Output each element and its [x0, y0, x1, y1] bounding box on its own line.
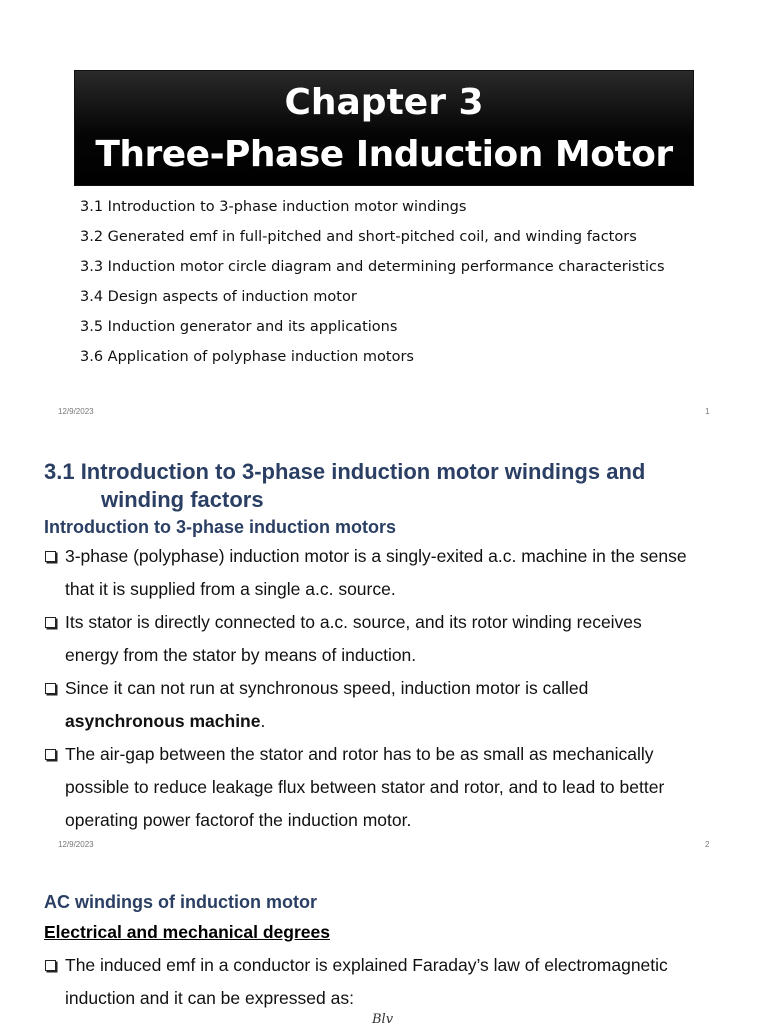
checkbox-bullet-icon [45, 960, 56, 971]
section-heading [44, 458, 734, 514]
slide2-footer-page: 2 [705, 840, 710, 849]
slide1-footer-date: 12/9/2023 [58, 407, 94, 416]
toc-item: 3.2 Generated emf in full-pitched and short-pitched coil, and winding factors [80, 229, 637, 245]
list-item: Its stator is directly connected to a.c. source, and its rotor winding receives energy from the stator by means of induction. [44, 606, 734, 672]
section-heading-line2: winding factors [101, 487, 264, 512]
bullet-list [44, 540, 734, 837]
bold-term: asynchronous machine [65, 711, 261, 731]
toc-item: 3.4 Design aspects of induction motor [80, 289, 357, 305]
chapter-title: Chapter 3 [284, 82, 484, 123]
toc-item: 3.5 Induction generator and its applications [80, 319, 398, 335]
checkbox-bullet-icon [45, 551, 56, 562]
section-heading-line1: 3.1 Introduction to 3-phase induction motor windings and [44, 459, 646, 484]
chapter-title-banner [74, 70, 694, 186]
checkbox-bullet-icon [45, 617, 56, 628]
checkbox-bullet-icon [45, 749, 56, 760]
bullet-list-slide3 [44, 949, 734, 1015]
subheading: Introduction to 3-phase induction motors [44, 517, 396, 537]
list-item: Since it can not run at synchronous speed, induction motor is called asynchronous machine. [44, 672, 734, 738]
slide2-footer-date: 12/9/2023 [58, 840, 94, 849]
ac-windings-heading: AC windings of induction motor [44, 892, 317, 912]
formula-fragment: Blv [372, 1012, 394, 1024]
chapter-subtitle: Three-Phase Induction Motor [95, 134, 673, 175]
toc-item: 3.3 Induction motor circle diagram and determining performance characteristics [80, 259, 665, 275]
slide1-footer-page: 1 [705, 407, 710, 416]
toc-item: 3.1 Introduction to 3-phase induction motor windings [80, 199, 467, 215]
checkbox-bullet-icon [45, 683, 56, 694]
toc-item: 3.6 Application of polyphase induction motors [80, 349, 414, 365]
list-item: The air-gap between the stator and rotor has to be as small as mechanically possible to reduce leakage flux between stator and rotor, and to lead to better operating power factorof the induction motor. [44, 738, 734, 837]
underlined-heading: Electrical and mechanical degrees [44, 922, 330, 942]
table-of-contents [80, 192, 665, 372]
list-item: 3-phase (polyphase) induction motor is a singly-exited a.c. machine in the sense that it is supplied from a single a.c. source. [44, 540, 734, 606]
list-item: The induced emf in a conductor is explained Faraday’s law of electromagnetic induction and it can be expressed as: [44, 949, 734, 1015]
